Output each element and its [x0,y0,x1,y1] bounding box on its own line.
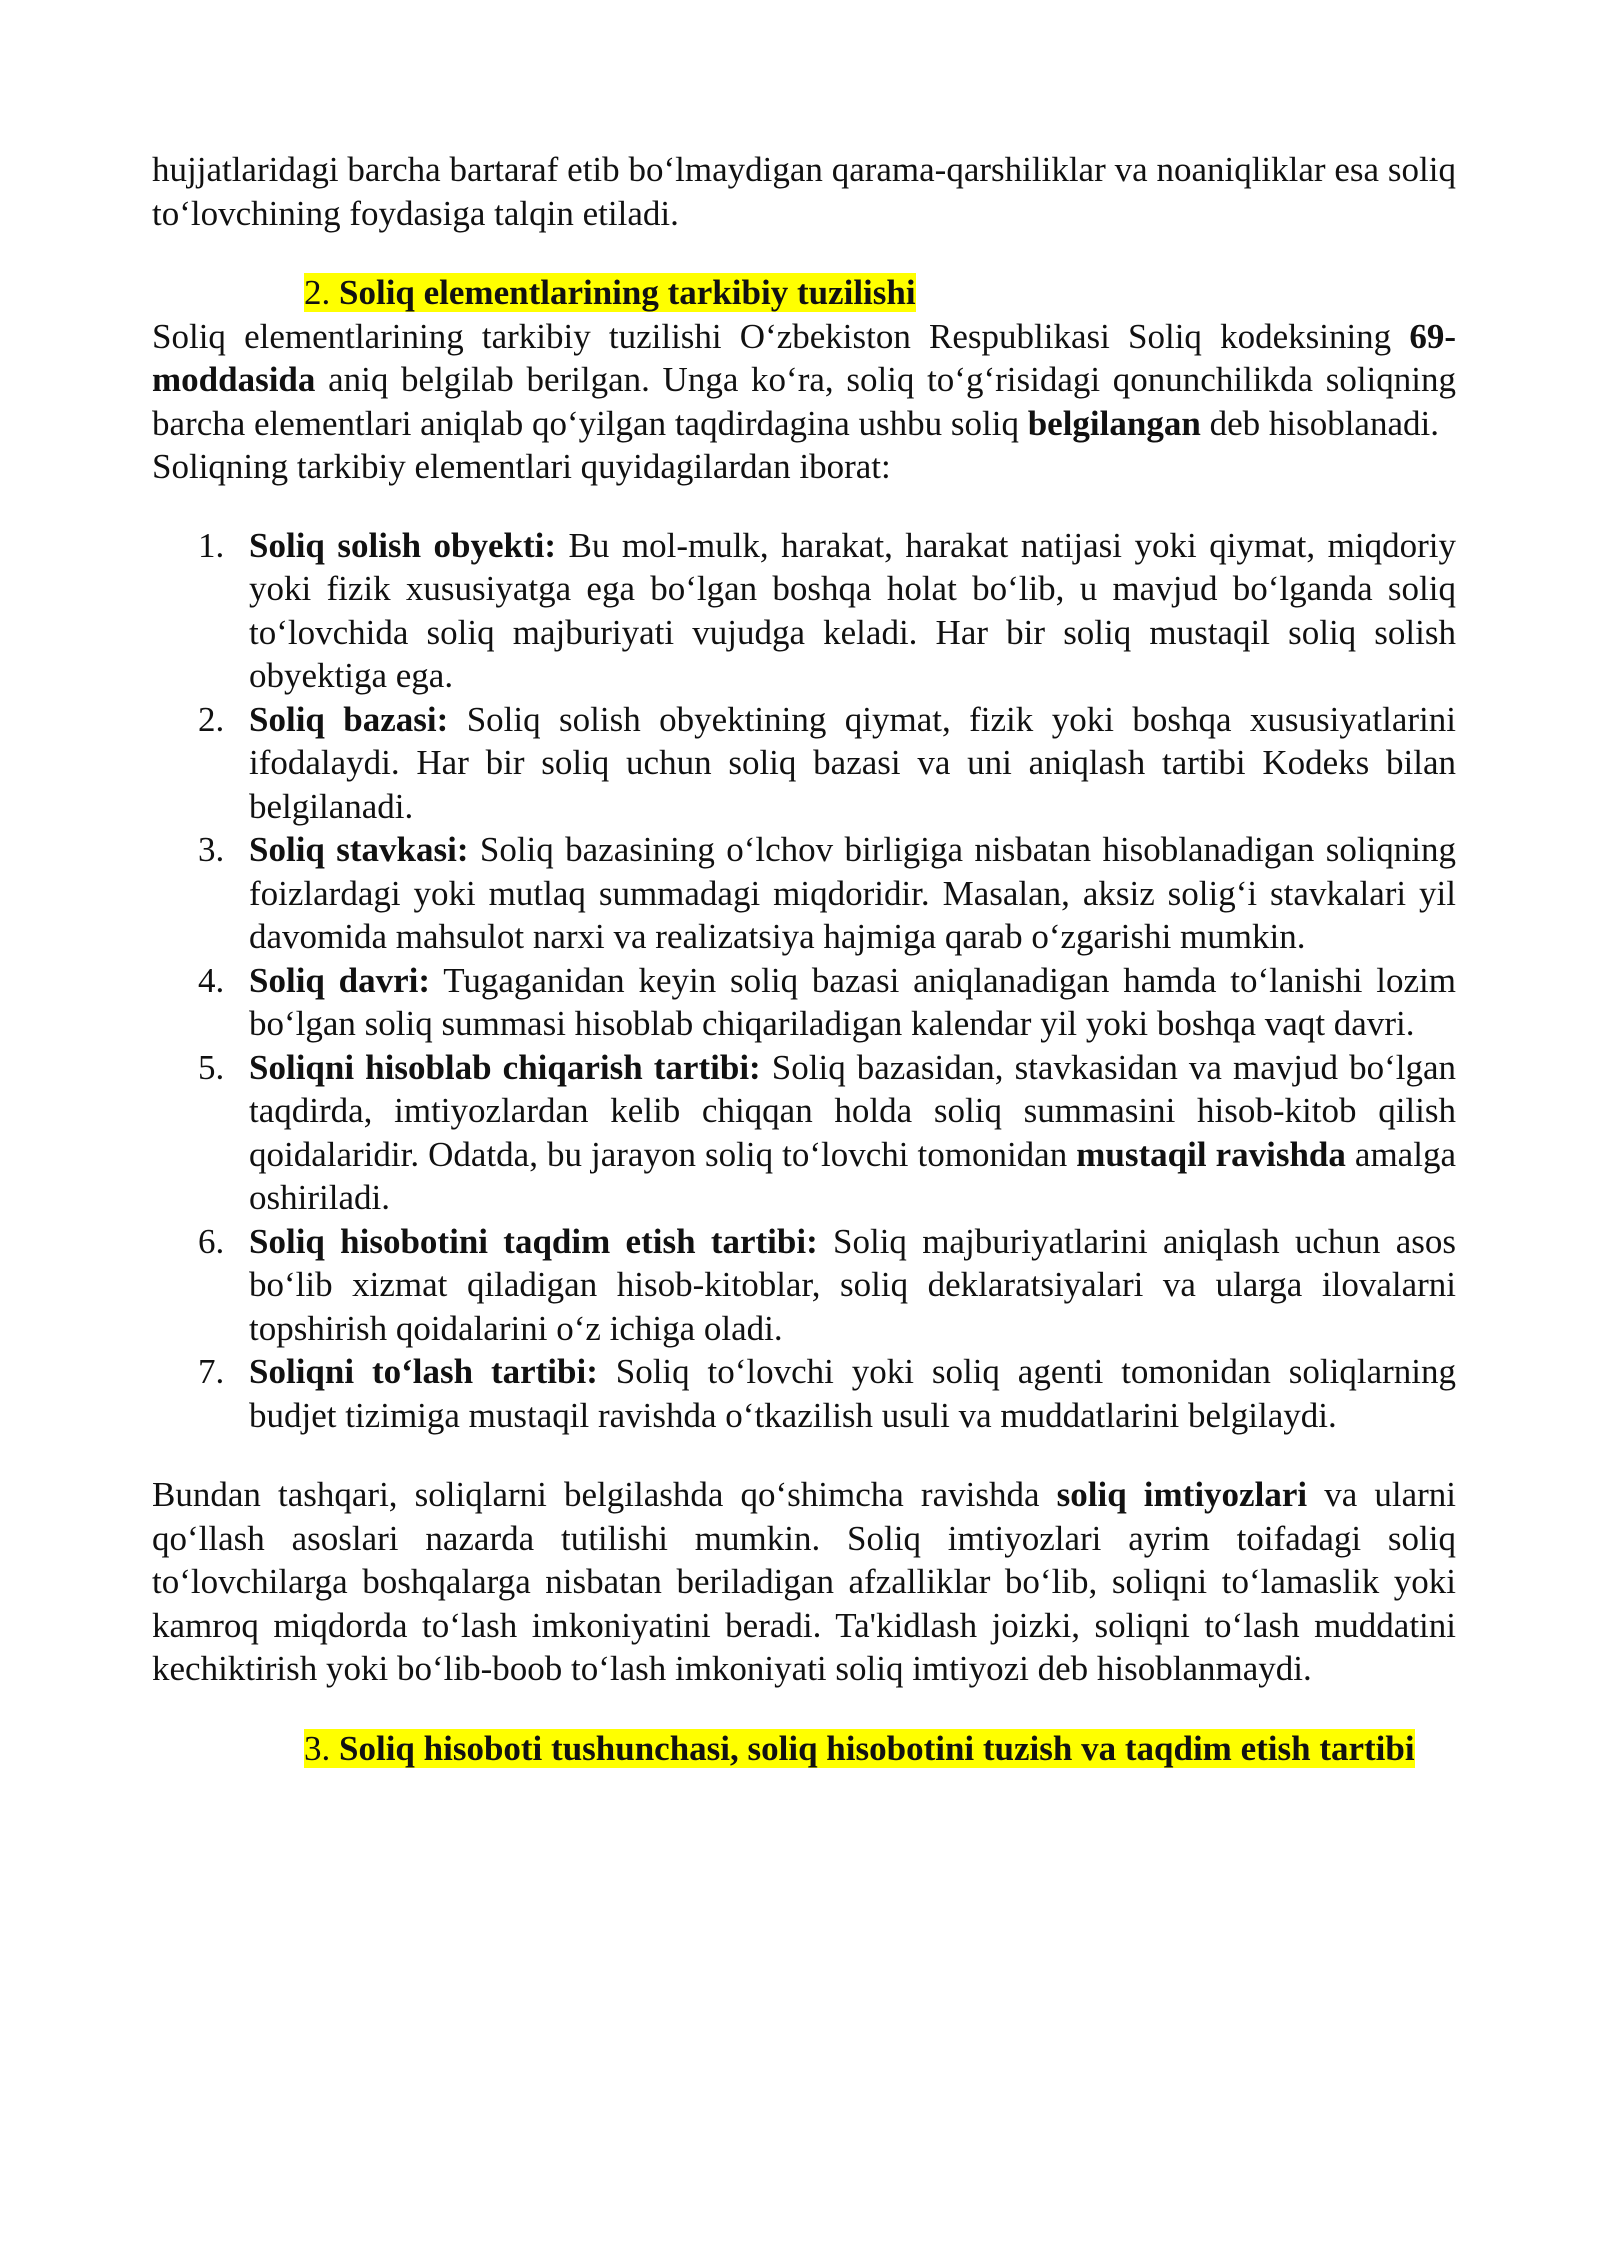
established-term: belgilangan [1027,403,1201,443]
section-3-heading [152,1727,1456,1771]
section-3-number: 3. [304,1728,331,1768]
document-page [152,148,1456,1770]
section-3-title: Soliq hisoboti tushunchasi, soliq hisobotini tuzish va taqdim etish tartibi [339,1728,1415,1768]
section-2-heading [152,271,1456,315]
section-2-paragraph-1: Soliq elementlarining tarkibiy tuzilishi O‘zbekiston Respublikasi Soliq kodeksining 69-moddasida aniq belgilab berilgan. Unga ko‘ra, soliq to‘g‘risidagi qonunchilikda soliqning barcha elementlari aniqlab qo‘yilgan taqdirdagina ushbu soliq belgilangan deb hisoblanadi. [152,316,1456,443]
list-item: 4. Soliq davri: Tugaganidan keyin soliq bazasi aniqlanadigan hamda to‘lanishi lozim bo‘lgan soliq summasi hisoblab chiqariladigan kalendar yil yoki boshqa vaqt davri. [198,960,1456,1043]
list-item: 2. Soliq bazasi: Soliq solish obyektining qiymat, fizik yoki boshqa xususiyatlarini ifodalaydi. Har bir soliq uchun soliq bazasi va uni aniqlash tartibi Kodeks bilan belgilanadi. [198,699,1456,826]
section-2-title: Soliq elementlarining tarkibiy tuzilishi [339,273,916,312]
list-item: 5. Soliqni hisoblab chiqarish tartibi: Soliq bazasidan, stavkasidan va mavjud bo‘lgan taqdirda, imtiyozlardan kelib chiqqan holda soliq summasini hisob-kitob qilish qoidalaridir. Odatda, bu jarayon soliq to‘lovchi tomonidan mustaqil ravishda amalga oshiriladi. [198,1047,1457,1217]
article-reference: 69-moddasida [152,316,1456,399]
section-2-paragraph-2: Soliqning tarkibiy elementlari quyidagilardan iborat: [152,447,891,486]
list-item: 3. Soliq stavkasi: Soliq bazasining o‘lchov birligiga nisbatan hisoblanadigan soliqning foizlardagi yoki mutlaq summadagi miqdoridir. Masalan, aksiz solig‘i stavkalari yil davomida mahsulot narxi va realizatsiya hajmiga qarab o‘zgarishi mumkin. [198,830,1456,956]
section-2-number: 2. [304,273,331,312]
tax-elements-list [152,524,1456,1438]
list-item: 7. Soliqni to‘lash tartibi: Soliq to‘lovchi yoki soliq agenti tomonidan soliqlarning budjet tizimiga mustaqil ravishda o‘tkazilish usuli va muddatlarini belgilaydi. [198,1352,1456,1435]
list-item: 6. Soliq hisobotini taqdim etish tartibi: Soliq majburiyatlarini aniqlash uchun asos bo‘lib xizmat qiladigan hisob-kitoblar, soliq deklaratsiyalari va ularga ilovalarni topshirish qoidalarini o‘z ichiga oladi. [198,1221,1456,1348]
list-item: 1. Soliq solish obyekti: Bu mol-mulk, harakat, harakat natijasi yoki qiymat, miqdoriy yoki fizik xususiyatga ega bo‘lgan boshqa holat bo‘lib, u mavjud bo‘lganda soliq to‘lovchida soliq majburiyati vujudga keladi. Har bir soliq mustaqil soliq solish obyektiga ega. [198,525,1456,695]
tax-benefits-term: soliq imtiyozlari [1056,1475,1308,1514]
closing-paragraph: Bundan tashqari, soliqlarni belgilashda qo‘shimcha ravishda soliq imtiyozlari va ularni qo‘llash asoslari nazarda tutilishi mumkin. Soliq imtiyozlari ayrim toifadagi soliq to‘lovchilarga boshqalarga nisbatan beriladigan afzalliklar bo‘lib, soliqni to‘lamaslik yoki kamroq miqdorda to‘lash imkoniyatini beradi. Ta'kidlash joizki, soliqni to‘lash muddatini kechiktirish yoki bo‘lib-boob to‘lash imkoniyati soliq imtiyozi deb hisoblanmaydi. [152,1475,1456,1688]
intro-paragraph: hujjatlaridagi barcha bartaraf etib bo‘lmaydigan qarama-qarshiliklar va noaniqliklar esa soliq to‘lovchining foydasiga talqin etiladi. [152,150,1456,233]
